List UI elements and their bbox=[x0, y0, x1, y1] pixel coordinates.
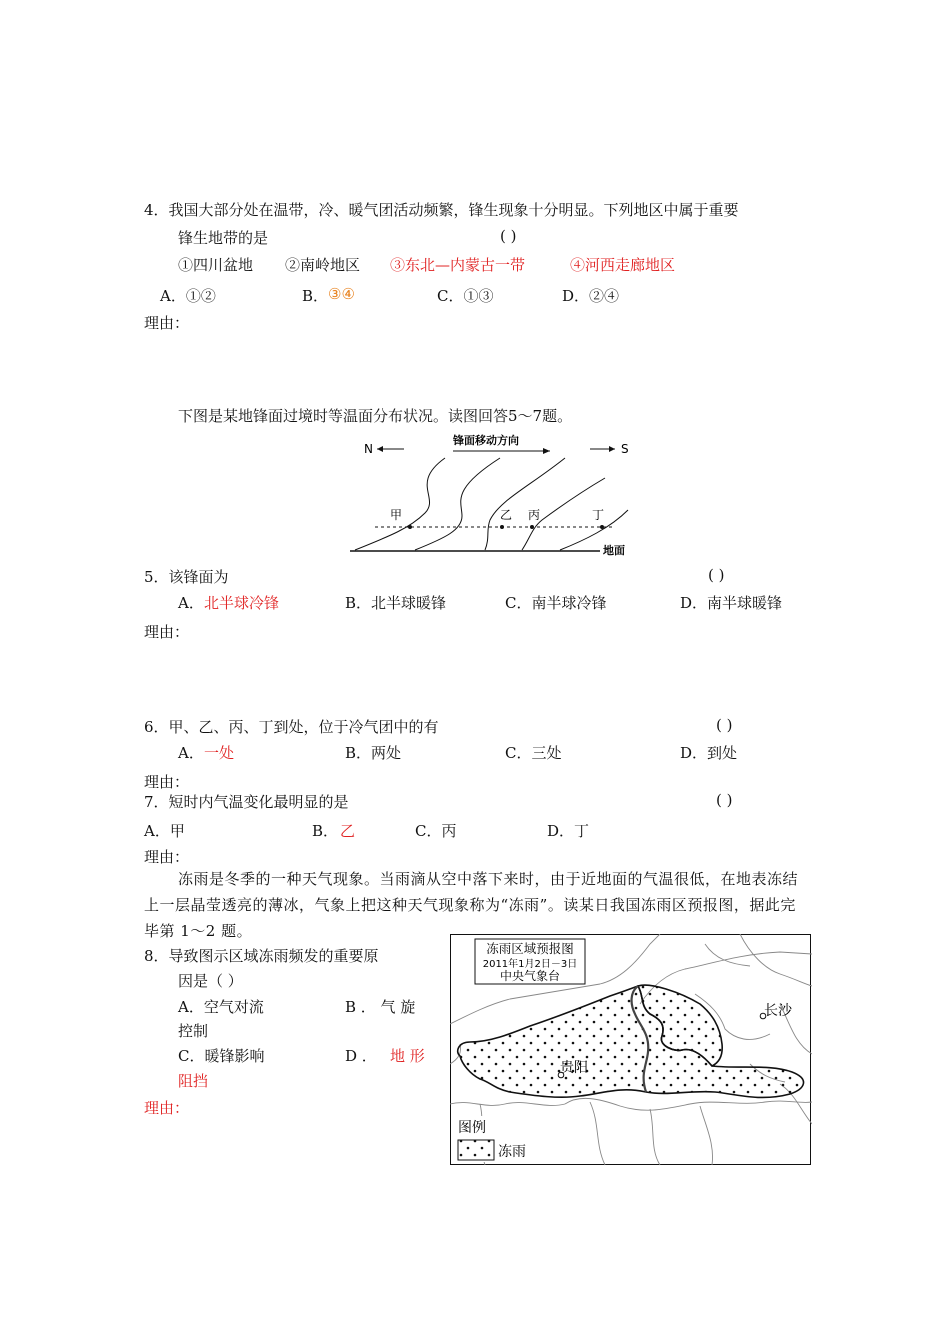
q4-item-2: ②南岭地区 bbox=[285, 256, 361, 274]
q5-stem: 5．该锋面为 bbox=[144, 568, 229, 586]
intro-5-7: 下图是某地锋面过境时等温面分布状况。读图回答5～7题。 bbox=[178, 407, 573, 425]
q5-option-a-answer: 北半球冷锋 bbox=[204, 594, 280, 612]
q5-option-b: B．北半球暖锋 bbox=[345, 594, 447, 612]
q4-item-3: ③东北—内蒙古一带 bbox=[390, 256, 526, 274]
q4-option-d: D．②④ bbox=[562, 287, 620, 305]
q8-stem-line2: 因是（ ） bbox=[178, 972, 243, 990]
q6-option-c: C．三处 bbox=[505, 744, 562, 762]
q7-option-b-answer: 乙 bbox=[340, 822, 356, 840]
q4-item-4: ④河西走廊地区 bbox=[570, 256, 676, 274]
point-bing: 丙 bbox=[528, 508, 541, 522]
freezing-rain-paragraph: 冻雨是冬季的一种天气现象。当雨滴从空中落下来时，由于近地面的气温很低，在地表冻结上一层晶莹透亮的薄冰，气象上把这种天气现象称为“冻雨”。读某日我国冻雨区预报图，据此完毕第 1～2 题。 bbox=[144, 870, 799, 940]
q5-answer-paren: ( ) bbox=[708, 566, 725, 584]
freezing-rain-map bbox=[450, 934, 812, 1166]
q8-reason: 理由： bbox=[144, 1099, 190, 1117]
q5-reason: 理由： bbox=[144, 623, 190, 641]
q8-option-c: C．暖锋影响 bbox=[178, 1047, 265, 1065]
q8-option-b-cont: 控制 bbox=[178, 1022, 209, 1040]
front-diagram bbox=[350, 428, 640, 560]
point-yi: 乙 bbox=[500, 508, 513, 522]
q6-reason: 理由： bbox=[144, 773, 190, 791]
point-ding: 丁 bbox=[592, 508, 605, 522]
q8-option-d-answer: 地 形 bbox=[390, 1047, 425, 1065]
q4-answer-paren: ( ) bbox=[500, 227, 517, 245]
q5-option-d: D．南半球暖锋 bbox=[680, 594, 783, 612]
q4-item-1: ①四川盆地 bbox=[178, 256, 254, 274]
q6-option-b: B．两处 bbox=[345, 744, 402, 762]
q7-reason: 理由： bbox=[144, 848, 190, 866]
q4-stem-line1: 4．我国大部分处在温带，冷、暖气团活动频繁，锋生现象十分明显。下列地区中属于重要 bbox=[144, 201, 739, 219]
south-label: S bbox=[621, 442, 629, 456]
q4-option-b-label: B． bbox=[302, 287, 329, 305]
q4-option-a: A．①② bbox=[160, 287, 216, 305]
q7-option-b-label: B． bbox=[312, 822, 339, 840]
q6-answer-paren: ( ) bbox=[716, 716, 733, 734]
q4-stem-line2: 锋生地带的是 bbox=[178, 229, 269, 247]
q7-option-d: D．丁 bbox=[547, 822, 590, 840]
q4-option-b-answer: ③④ bbox=[328, 285, 355, 303]
ground-label: 地面 bbox=[603, 544, 625, 557]
legend-label: 冻雨 bbox=[498, 1144, 526, 1160]
point-jia: 甲 bbox=[390, 508, 403, 522]
q4-option-c: C．①③ bbox=[437, 287, 494, 305]
map-issuer: 中央气象台 bbox=[499, 969, 561, 983]
q7-option-a: A．甲 bbox=[144, 822, 185, 840]
q8-option-a: A．空气对流 bbox=[178, 998, 264, 1016]
q4-reason: 理由： bbox=[144, 314, 190, 332]
q8-option-d-label: D ． bbox=[345, 1047, 377, 1065]
q8-option-b: B ． 气 旋 bbox=[345, 998, 416, 1016]
q6-stem: 6．甲、乙、丙、丁到处，位于冷气团中的有 bbox=[144, 718, 439, 736]
q6-option-d: D．到处 bbox=[680, 744, 738, 762]
q8-option-d-cont: 阻挡 bbox=[178, 1072, 209, 1090]
north-label: N bbox=[364, 442, 373, 456]
city-changsha: 长沙 bbox=[764, 1003, 792, 1019]
q7-option-c: C．丙 bbox=[415, 822, 457, 840]
q8-stem-line1: 8．导致图示区域冻雨频发的重要原 bbox=[144, 947, 379, 965]
map-title: 冻雨区域预报图 bbox=[486, 941, 574, 956]
q5-option-c: C．南半球冷锋 bbox=[505, 594, 607, 612]
q7-answer-paren: ( ) bbox=[716, 791, 733, 809]
q6-option-a-label: A． bbox=[178, 744, 204, 762]
legend-title: 图例 bbox=[458, 1120, 486, 1136]
city-guiyang: 贵阳 bbox=[560, 1060, 588, 1076]
direction-label: 锋面移动方向 bbox=[453, 434, 519, 447]
q5-option-a-label: A． bbox=[178, 594, 204, 612]
q7-stem: 7．短时内气温变化最明显的是 bbox=[144, 793, 349, 811]
map-date: 2011年1月2日－3日 bbox=[482, 959, 578, 970]
q6-option-a-answer: 一处 bbox=[204, 744, 235, 762]
